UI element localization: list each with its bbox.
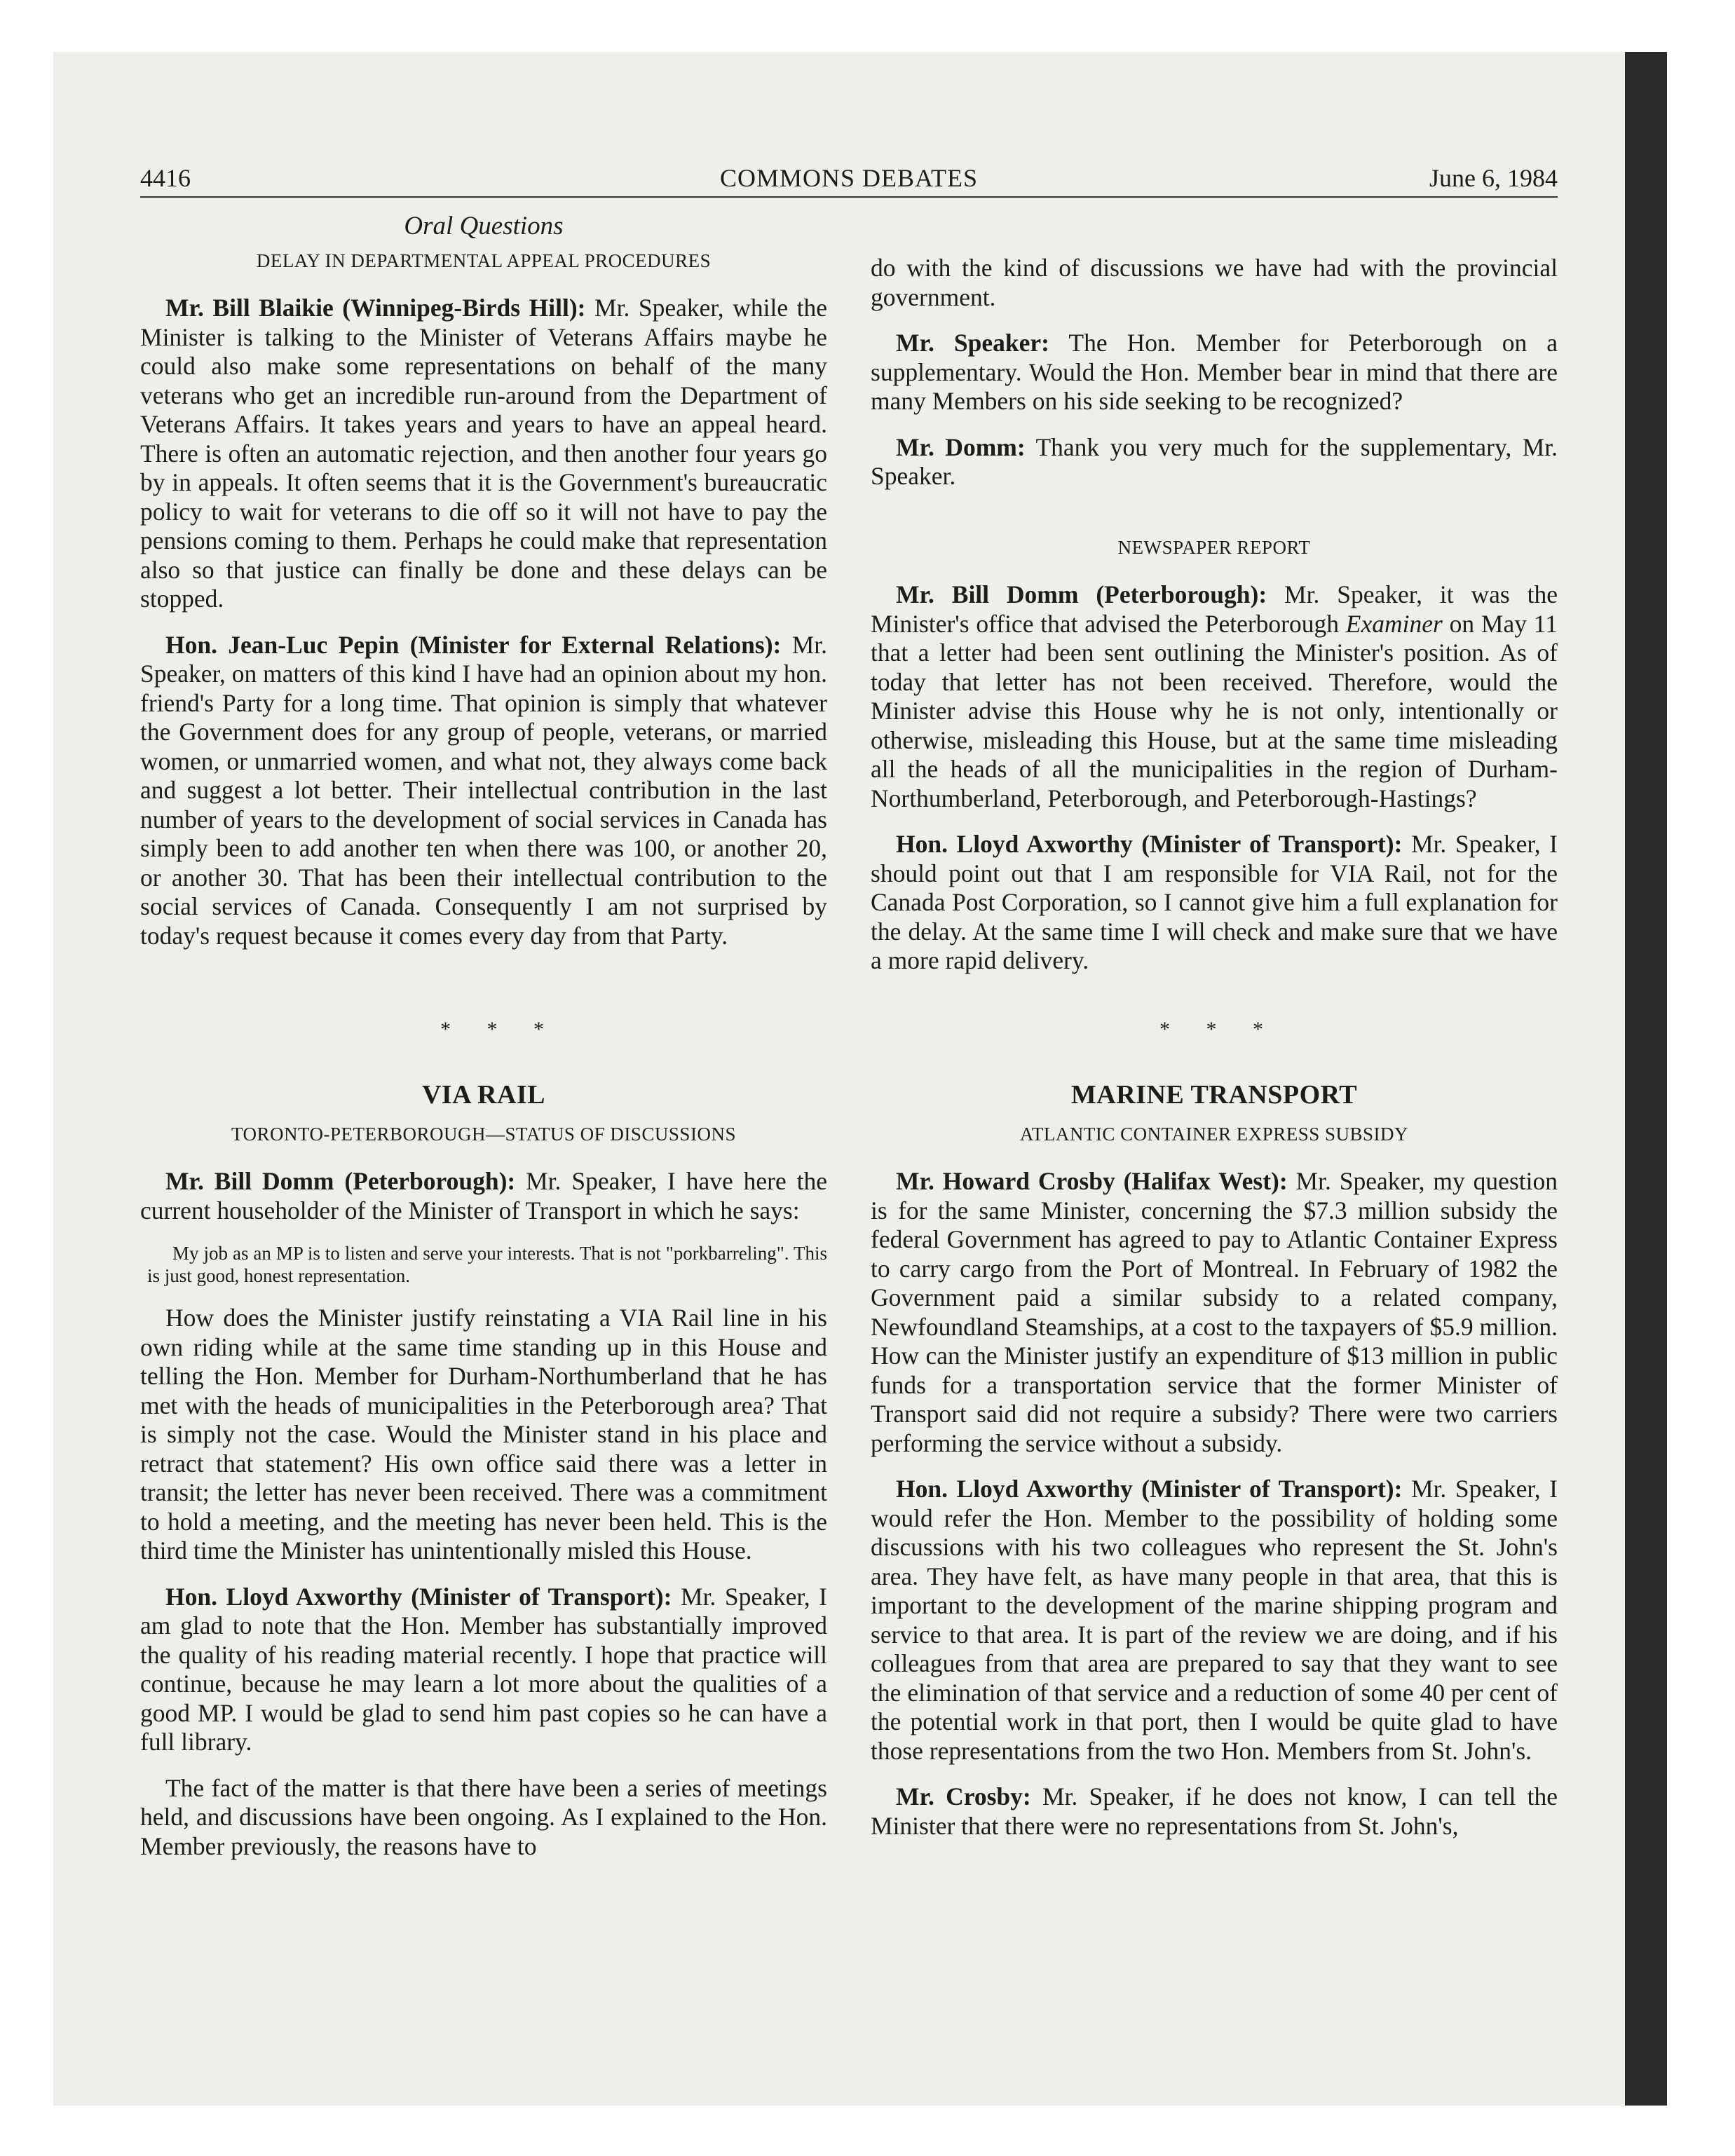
speaker-name: Mr. Howard Crosby (Halifax West): — [896, 1167, 1288, 1195]
speaker-name: Hon. Lloyd Axworthy (Minister of Transport): — [165, 1582, 672, 1611]
speech-text: The fact of the matter is that there have been a series of meetings held, and discussions have been ongoing. As I explained to the Hon. Member previously, the reasons have to — [140, 1773, 827, 1860]
column-bottom-left — [140, 1081, 827, 1878]
column-bottom-right — [871, 1081, 1558, 1857]
speaker-name: Mr. Bill Domm (Peterborough): — [165, 1167, 516, 1195]
speech-text: Mr. Speaker, I am glad to note that the Hon. Member has substantially improved the quality of his reading material recently. I hope that practice will continue, because he may learn a lot more about the qualities of a good MP. I would be glad to send him past copies so he can have a full library. — [140, 1582, 828, 1756]
speech-text: Mr. Speaker, while the Minister is talking to the Minister of Veterans Affairs maybe he could also make some representations on behalf of the many veterans who get an incredible run-around from the Department of Veterans Affairs. It takes years and years to have an appeal heard. There is often an automatic rejection, and then another four years go by in appeals. It often seems that it is the Government's bureaucratic policy to wait for veterans to die off so it will not have to pay the pensions coming to them. Perhaps he could make that representation also so that justice can finally be done and these delays can be stopped. — [140, 294, 827, 613]
speaker-name: Hon. Lloyd Axworthy (Minister of Transport): — [896, 830, 1403, 858]
speech-text: How does the Minister justify reinstating a VIA Rail line in his own riding while at the same time standing up in this House and telling the Hon. Member for Durham-Northumberland that he has met with the heads of municipalities in the Peterborough area? That is simply not the case. Would the Minister stand in his place and retract that statement? His own office said there was a letter in transit; the letter has never been received. There was a commitment to hold a meeting, and the meeting has never been held. This is the third time the Minister has unintentionally misled this House. — [140, 1304, 827, 1564]
speech-text: Mr. Speaker, I would refer the Hon. Member to the possibility of holding some discussions with his two colleagues who represent the St. John's area. They have felt, as have many people in that area, that this is important to the development of the marine shipping program and service to that area. It is part of the review we are doing, and if his colleagues from that area are prepared to say that they want to see the elimination of that service and a reduction of some 40 per cent of the potential work in that port, then I would be quite glad to have those representations from the two Hon. Members from St. John's. — [871, 1475, 1558, 1765]
page-number: 4416 — [140, 164, 191, 192]
subheading-newspaper-report: NEWSPAPER REPORT — [1117, 536, 1311, 558]
speaker-name: Mr. Bill Blaikie (Winnipeg-Birds Hill): — [165, 294, 586, 322]
header-rule — [140, 196, 1558, 198]
block-quote: My job as an MP is to listen and serve your interests. That is not "porkbarreling". This is just good, honest representation. — [147, 1243, 827, 1286]
paragraph — [871, 1782, 1558, 1841]
speech-text: Mr. Speaker, my question is for the same Minister, concerning the $7.3 million subsidy the federal Government has agreed to pay to Atlantic Container Express to carry cargo from the Port of Montreal. In February of 1982 the Government paid a similar subsidy to a related company, Newfoundland Steamships, at a cost to the taxpayers of $5.9 million. How can the Minister justify an expenditure of $13 million in public funds for a transportation service that the former Minister of Transport said did not require a subsidy? There were two carriers performing the service without a subsidy. — [871, 1167, 1558, 1457]
paragraph — [871, 1475, 1558, 1766]
paragraph — [140, 1167, 827, 1225]
speech-text: The Hon. Member for Peterborough on a supplementary. Would the Hon. Member bear in mind that there are many Members on his side seeking to be recognized? — [871, 329, 1558, 415]
speaker-name: Hon. Jean-Luc Pepin (Minister for External Relations): — [165, 630, 782, 659]
paragraph — [871, 830, 1558, 976]
section-heading-oral-questions: Oral Questions — [404, 212, 564, 240]
subheading-atlantic-container: ATLANTIC CONTAINER EXPRESS SUBSIDY — [1019, 1123, 1409, 1145]
section-separator: * * * — [440, 1018, 559, 1041]
paragraph — [871, 433, 1558, 491]
publication-name: Examiner — [1345, 609, 1443, 638]
subheading-delay-appeal: DELAY IN DEPARTMENTAL APPEAL PROCEDURES — [256, 250, 712, 271]
speech-text: Mr. Speaker, I should point out that I am responsible for VIA Rail, not for the Canada Post Corporation, so I cannot give him a full explanation for the delay. At the same time I will check and make sure that we have a more rapid delivery. — [871, 830, 1558, 974]
paragraph — [140, 1304, 827, 1566]
speech-text: Mr. Speaker, if he does not know, I can tell the Minister that there were no representations from St. John's, — [871, 1782, 1558, 1840]
speech-text: Mr. Speaker, on matters of this kind I have had an opinion about my hon. friend's Party for a long time. That opinion is simply that whatever the Government does for any group of people, veterans, or married women, or unmarried women, and what not, they always come back and suggest a lot better. Their intellectual contribution in the last number of years to the development of social services in Canada has simply been to add another ten when there was 100, or another 20, or another 30. That has been their intellectual contribution to the social services of Canada. Consequently I am not surprised by today's request because it comes every day from that Party. — [140, 630, 828, 950]
speaker-name: Mr. Bill Domm (Peterborough): — [896, 580, 1267, 608]
publication-date: June 6, 1984 — [1429, 164, 1558, 192]
paragraph — [140, 294, 827, 614]
section-separator: * * * — [1159, 1018, 1279, 1041]
speech-text: Mr. Speaker, it was the Minister's office that advised the Peterborough — [871, 580, 1558, 638]
speech-text: on May 11 that a letter had been sent outlining the Minister's position. As of today that letter has not been received. Therefore, would the Minister advise this House why he is not only, intentionally or otherwise, misleading this House, but at the same time misleading all the heads of all the municipalities in the region of Durham-Northumberland, Peterborough, and Peterborough-Hastings? — [871, 609, 1558, 812]
paragraph — [871, 580, 1558, 813]
column-top-left — [140, 212, 827, 967]
publication-title: COMMONS DEBATES — [719, 164, 979, 192]
speaker-name: Mr. Domm: — [896, 432, 1026, 461]
speech-text: Thank you very much for the supplementary, Mr. Speaker. — [871, 432, 1558, 490]
paragraph — [871, 329, 1558, 416]
speech-text: Mr. Speaker, I have here the current householder of the Minister of Transport in which he says: — [140, 1167, 827, 1224]
section-heading-marine-transport: MARINE TRANSPORT — [1070, 1080, 1358, 1110]
section-heading-via-rail: VIA RAIL — [421, 1080, 546, 1110]
paragraph — [871, 254, 1558, 312]
speaker-name: Mr. Crosby: — [896, 1782, 1031, 1810]
speaker-name: Mr. Speaker: — [896, 329, 1049, 357]
speaker-name: Hon. Lloyd Axworthy (Minister of Transport): — [896, 1475, 1403, 1503]
column-top-right — [871, 254, 1558, 992]
page-header — [140, 163, 1558, 199]
subheading-toronto-peterborough: TORONTO-PETERBOROUGH—STATUS OF DISCUSSIONS — [231, 1123, 736, 1145]
scan-edge-shadow — [1625, 52, 1667, 2106]
paragraph — [140, 1583, 827, 1757]
speech-text: do with the kind of discussions we have had with the provincial government. — [871, 254, 1558, 311]
paragraph — [140, 631, 827, 951]
paragraph — [871, 1167, 1558, 1458]
paragraph — [140, 1774, 827, 1862]
